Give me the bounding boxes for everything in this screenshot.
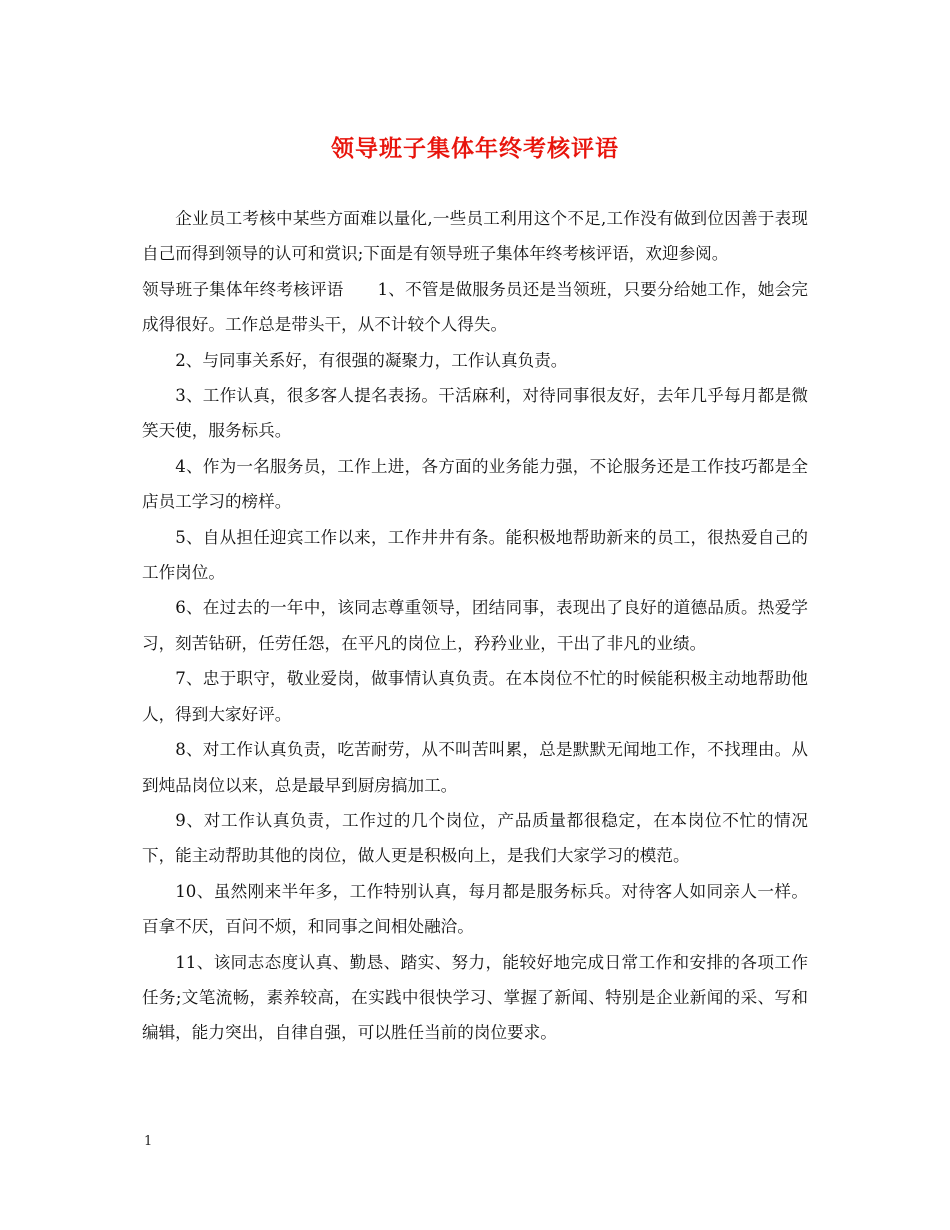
comment-item-4: 4、作为一名服务员，工作上进，各方面的业务能力强，不论服务还是工作技巧都是全店员工学习的榜样。 (142, 456, 808, 512)
comment-item-5: 5、自从担任迎宾工作以来，工作井井有条。能积极地帮助新来的员工，很热爱自己的工作岗位。 (142, 527, 808, 583)
comment-item-3: 3、工作认真，很多客人提名表扬。干活麻利，对待同事很友好，去年几乎每月都是微笑天使，服务标兵。 (142, 386, 808, 441)
comment-item-11: 11、该同志态度认真、勤恳、踏实、努力，能较好地完成日常工作和安排的各项工作任务;文笔流畅，素养较高，在实践中很快学习、掌握了新闻、特别是企业新闻的采、写和编辑，能力突出，自律自强，可以胜任当前的岗位要求。 (142, 952, 808, 1043)
comment-item-8: 8、对工作认真负责，吃苦耐劳，从不叫苦叫累，总是默默无闻地工作，不找理由。从到炖品岗位以来，总是最早到厨房搞加工。 (142, 740, 808, 795)
comment-item-2: 2、与同事关系好，有很强的凝聚力，工作认真负责。 (175, 350, 568, 370)
comment-item-1: 1、不管是做服务员还是当领班，只要分给她工作，她会完成得很好。工作总是带头干，从不计较个人得失。 (142, 279, 808, 335)
section-heading: 领导班子集体年终考核评语 (142, 279, 344, 299)
page-number: 1 (144, 1134, 153, 1149)
comment-item-6: 6、在过去的一年中，该同志尊重领导，团结同事，表现出了良好的道德品质。热爱学习，刻苦钻研，任劳任怨，在平凡的岗位上，矜矜业业，干出了非凡的业绩。 (142, 598, 808, 653)
intro-paragraph: 企业员工考核中某些方面难以量化,一些员工利用这个不足,工作没有做到位因善于表现自己而得到领导的认可和赏识;下面是有领导班子集体年终考核评语，欢迎参阅。 (142, 209, 808, 264)
comment-item-7: 7、忠于职守，敬业爱岗，做事情认真负责。在本岗位不忙的时候能积极主动地帮助他人，得到大家好评。 (142, 669, 808, 724)
document-body (142, 201, 808, 1051)
document-title: 领导班子集体年终考核评语 (331, 135, 619, 162)
section-paragraph (142, 272, 808, 343)
comment-item-9: 9、对工作认真负责，工作过的几个岗位，产品质量都很稳定，在本岗位不忙的情况下，能主动帮助其他的岗位，做人更是积极向上，是我们大家学习的模范。 (142, 810, 808, 866)
comment-item-10: 10、虽然刚来半年多，工作特别认真，每月都是服务标兵。对待客人如同亲人一样。百拿不厌，百问不烦，和同事之间相处融洽。 (142, 881, 808, 937)
